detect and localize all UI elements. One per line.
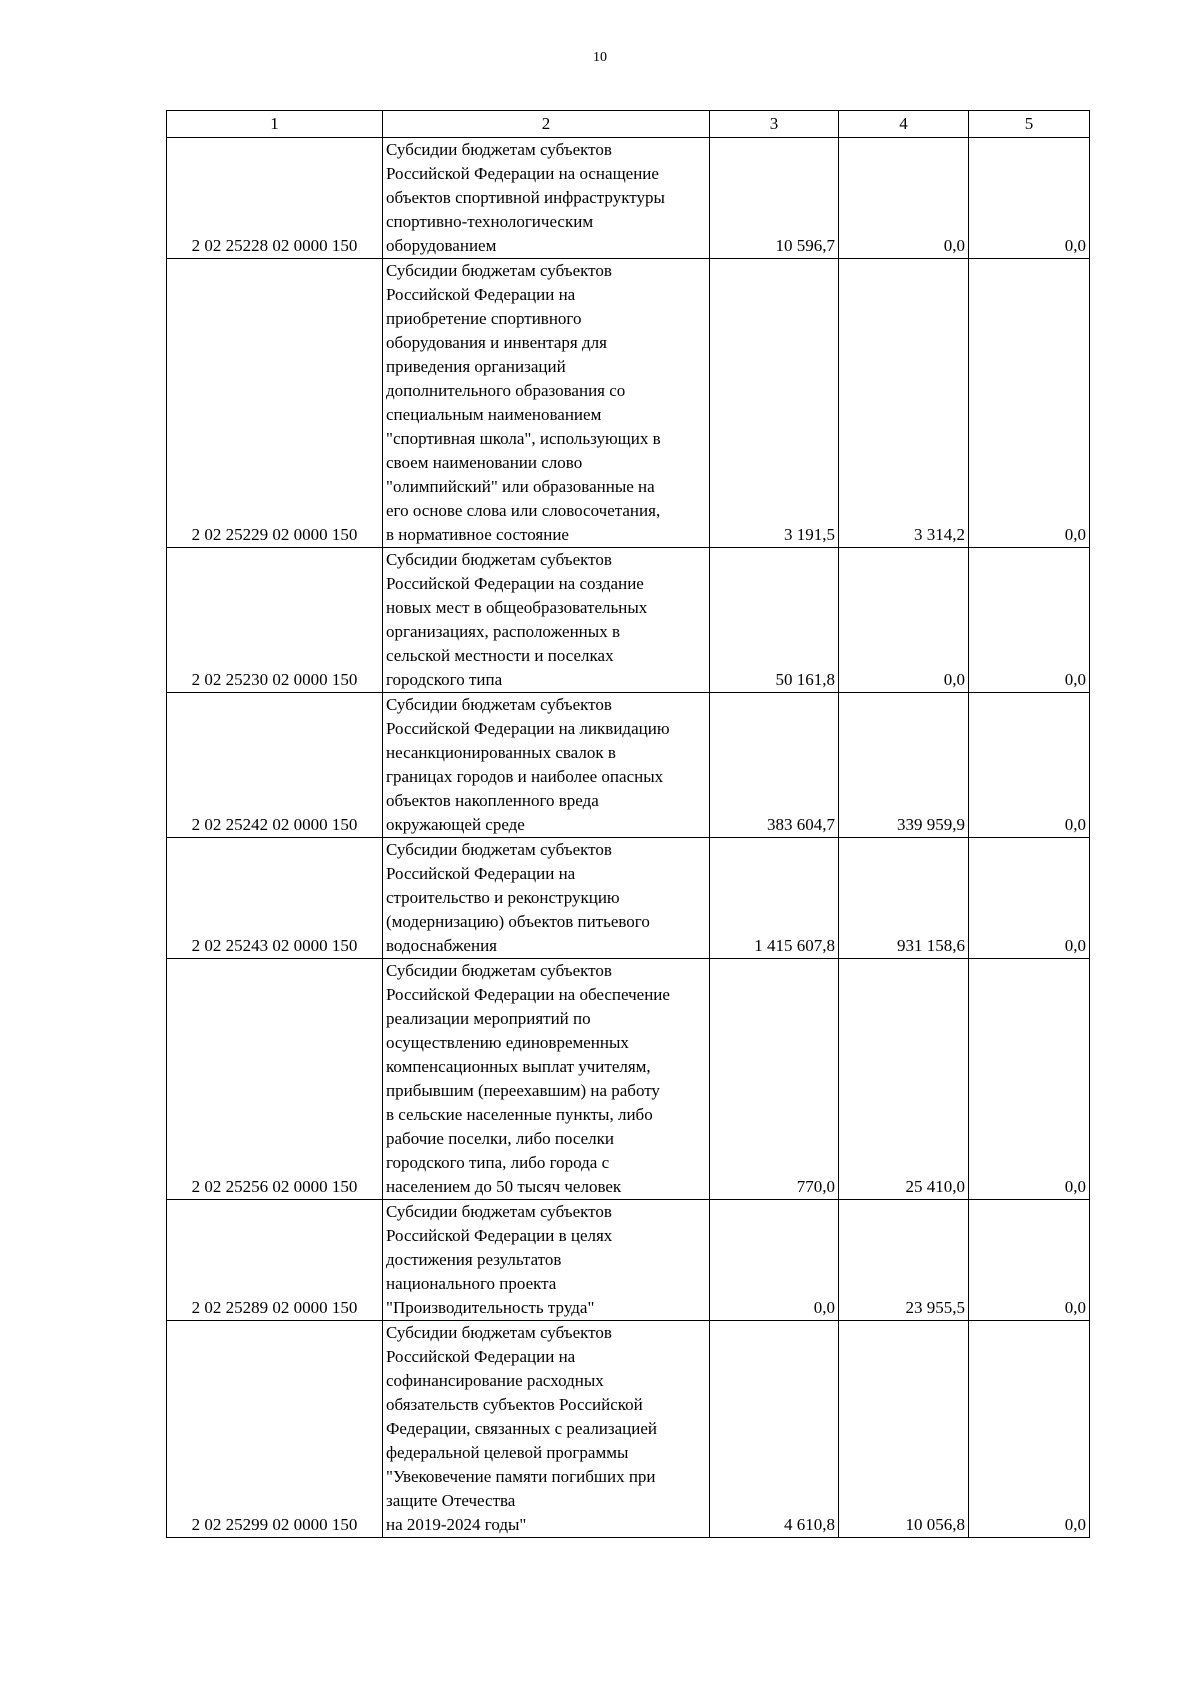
amount-col3: 1 415 607,8 <box>710 838 839 959</box>
amount-col3: 10 596,7 <box>710 138 839 259</box>
description-line: федеральной целевой программы <box>386 1443 629 1462</box>
budget-code-cell: 2 02 25256 02 0000 150 <box>167 959 383 1200</box>
column-header-1: 1 <box>167 111 383 138</box>
amount-col3: 50 161,8 <box>710 548 839 693</box>
description-line: защите Отечества <box>386 1491 516 1510</box>
table-row <box>167 693 1090 838</box>
column-header-2: 2 <box>383 111 710 138</box>
description-line: национального проекта <box>386 1274 557 1293</box>
description-line: новых мест в общеобразовательных <box>386 598 648 617</box>
budget-code-cell: 2 02 25289 02 0000 150 <box>167 1200 383 1321</box>
column-header-3: 3 <box>710 111 839 138</box>
amount-col5: 0,0 <box>969 838 1090 959</box>
description-line: рабочие поселки, либо поселки <box>386 1129 614 1148</box>
description-line: реализации мероприятий по <box>386 1009 591 1028</box>
description-line: строительство и реконструкцию <box>386 888 620 907</box>
table-row <box>167 548 1090 693</box>
description-line: приобретение спортивного <box>386 309 582 328</box>
table-row <box>167 259 1090 548</box>
description-line: Российской Федерации на <box>386 864 576 883</box>
budget-table <box>166 110 1090 1538</box>
description-line: Российской Федерации на обеспечение <box>386 985 670 1004</box>
description-line: Субсидии бюджетам субъектов <box>386 261 612 280</box>
description-line: городского типа, либо города с <box>386 1153 610 1172</box>
description-line: спортивно-технологическим <box>386 212 594 231</box>
budget-code-cell: 2 02 25230 02 0000 150 <box>167 548 383 693</box>
description-line: своем наименовании слово <box>386 453 583 472</box>
description-line: Субсидии бюджетам субъектов <box>386 840 612 859</box>
description-line: Субсидии бюджетам субъектов <box>386 140 612 159</box>
description-line: населением до 50 тысяч человек <box>386 1177 622 1196</box>
description-line: "Производительность труда" <box>386 1298 595 1317</box>
table-row <box>167 838 1090 959</box>
table-row <box>167 138 1090 259</box>
description-line: Субсидии бюджетам субъектов <box>386 1323 612 1342</box>
budget-code-cell: 2 02 25299 02 0000 150 <box>167 1321 383 1538</box>
column-header-5: 5 <box>969 111 1090 138</box>
description-line: (модернизацию) объектов питьевого <box>386 912 650 931</box>
amount-col4: 0,0 <box>839 548 969 693</box>
description-line: Субсидии бюджетам субъектов <box>386 550 612 569</box>
amount-col5: 0,0 <box>969 548 1090 693</box>
budget-code-cell: 2 02 25242 02 0000 150 <box>167 693 383 838</box>
description-line: софинансирование расходных <box>386 1371 604 1390</box>
description-line: Российской Федерации на оснащение <box>386 164 659 183</box>
amount-col5: 0,0 <box>969 138 1090 259</box>
description-line: "олимпийский" или образованные на <box>386 477 655 496</box>
description-line: "Увековечение памяти погибших при <box>386 1467 656 1486</box>
description-cell <box>383 259 710 548</box>
description-line: достижения результатов <box>386 1250 562 1269</box>
amount-col4: 3 314,2 <box>839 259 969 548</box>
description-cell <box>383 1200 710 1321</box>
description-line: компенсационных выплат учителям, <box>386 1057 651 1076</box>
description-line: прибывшим (переехавшим) на работу <box>386 1081 660 1100</box>
description-line: водоснабжения <box>386 936 497 955</box>
table-row <box>167 959 1090 1200</box>
description-line: Российской Федерации на ликвидацию <box>386 719 670 738</box>
column-header-4: 4 <box>839 111 969 138</box>
description-line: окружающей среде <box>386 815 525 834</box>
amount-col3: 770,0 <box>710 959 839 1200</box>
amount-col4: 25 410,0 <box>839 959 969 1200</box>
description-line: Российской Федерации на <box>386 285 576 304</box>
description-line: его основе слова или словосочетания, <box>386 501 661 520</box>
description-line: в нормативное состояние <box>386 525 569 544</box>
table-row <box>167 1321 1090 1538</box>
description-line: организациях, расположенных в <box>386 622 620 641</box>
amount-col3: 0,0 <box>710 1200 839 1321</box>
description-cell <box>383 548 710 693</box>
budget-code-cell: 2 02 25243 02 0000 150 <box>167 838 383 959</box>
description-line: Субсидии бюджетам субъектов <box>386 1202 612 1221</box>
description-line: в сельские населенные пункты, либо <box>386 1105 653 1124</box>
description-line: границах городов и наиболее опасных <box>386 767 664 786</box>
description-line: Российской Федерации на <box>386 1347 576 1366</box>
description-cell <box>383 693 710 838</box>
amount-col4: 23 955,5 <box>839 1200 969 1321</box>
amount-col3: 4 610,8 <box>710 1321 839 1538</box>
amount-col4: 10 056,8 <box>839 1321 969 1538</box>
header-row <box>167 111 1090 138</box>
description-cell <box>383 1321 710 1538</box>
description-line: осуществлению единовременных <box>386 1033 629 1052</box>
description-line: оборудованием <box>386 236 497 255</box>
description-line: специальным наименованием <box>386 405 602 424</box>
page-number: 10 <box>593 50 607 65</box>
description-cell <box>383 838 710 959</box>
amount-col5: 0,0 <box>969 693 1090 838</box>
amount-col5: 0,0 <box>969 1200 1090 1321</box>
amount-col4: 931 158,6 <box>839 838 969 959</box>
description-line: объектов накопленного вреда <box>386 791 599 810</box>
description-line: несанкционированных свалок в <box>386 743 616 762</box>
description-cell <box>383 138 710 259</box>
description-line: "спортивная школа", использующих в <box>386 429 661 448</box>
amount-col4: 0,0 <box>839 138 969 259</box>
description-line: Российской Федерации на создание <box>386 574 644 593</box>
amount-col5: 0,0 <box>969 959 1090 1200</box>
description-line: Российской Федерации в целях <box>386 1226 613 1245</box>
description-line: обязательств субъектов Российской <box>386 1395 643 1414</box>
description-line: приведения организаций <box>386 357 566 376</box>
description-line: городского типа <box>386 670 503 689</box>
table-row <box>167 1200 1090 1321</box>
description-line: Субсидии бюджетам субъектов <box>386 695 612 714</box>
description-line: оборудования и инвентаря для <box>386 333 607 352</box>
amount-col4: 339 959,9 <box>839 693 969 838</box>
description-line: сельской местности и поселках <box>386 646 614 665</box>
description-cell <box>383 959 710 1200</box>
amount-col5: 0,0 <box>969 259 1090 548</box>
description-line: Субсидии бюджетам субъектов <box>386 961 612 980</box>
amount-col3: 383 604,7 <box>710 693 839 838</box>
amount-col3: 3 191,5 <box>710 259 839 548</box>
description-line: дополнительного образования со <box>386 381 626 400</box>
table-body <box>167 138 1090 1538</box>
description-line: Федерации, связанных с реализацией <box>386 1419 658 1438</box>
description-line: объектов спортивной инфраструктуры <box>386 188 665 207</box>
budget-code-cell: 2 02 25229 02 0000 150 <box>167 259 383 548</box>
description-line: на 2019-2024 годы" <box>386 1515 527 1534</box>
amount-col5: 0,0 <box>969 1321 1090 1538</box>
budget-code-cell: 2 02 25228 02 0000 150 <box>167 138 383 259</box>
